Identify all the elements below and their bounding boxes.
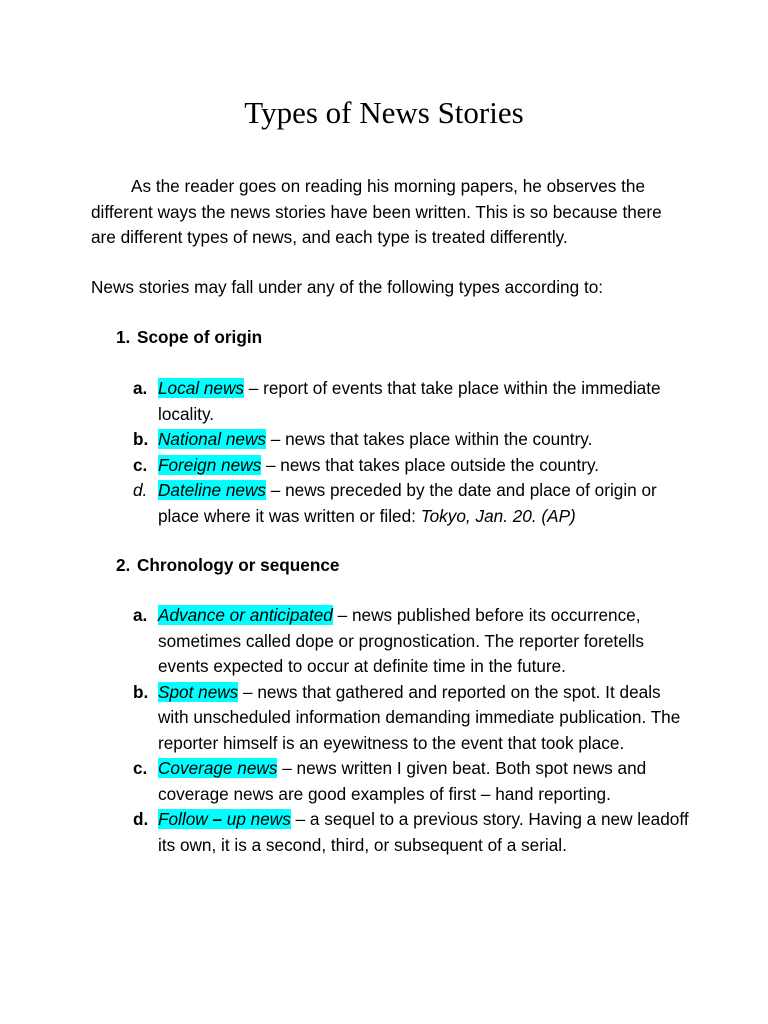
term-highlight: Advance or anticipated: [158, 605, 333, 625]
term-highlight: Coverage news: [158, 758, 278, 778]
list-item-advance-news: [133, 603, 693, 680]
section-number: 1.: [116, 327, 131, 347]
item-marker: c.: [133, 454, 148, 475]
section-number: 2.: [116, 555, 131, 575]
section-heading-chronology: [116, 553, 339, 579]
list-item-spot-news: [133, 680, 693, 757]
item-text: – news that gathered and reported on the spot. It deals with unscheduled information demanding immediate publication. The reporter himself is an eyewitness to the event that took place.: [158, 681, 681, 753]
term-highlight: [158, 809, 291, 829]
term-highlight: Local news: [158, 378, 244, 398]
list-item-foreign-news: [133, 453, 693, 479]
section-heading-label: Chronology or sequence: [137, 555, 340, 575]
item-marker: a.: [133, 378, 148, 398]
item-text: – news that takes place within the country.: [265, 429, 593, 449]
item-marker: c.: [133, 758, 148, 778]
term-highlight: National news: [158, 429, 266, 449]
item-text: – report of events that take place within the immediate locality.: [158, 378, 661, 424]
item-marker: b.: [133, 429, 149, 449]
item-text: – news written I given beat. Both spot news and coverage news are good examples of first – hand reporting.: [158, 758, 647, 804]
page-title: Types of News Stories: [244, 95, 524, 130]
item-marker: b.: [133, 681, 149, 702]
item-text: – news published before its occurrence, sometimes called dope or prognostication. The reporter foretells events expected to occur at definite time in the future.: [158, 605, 644, 676]
list-item-follow-up-news: [133, 807, 693, 858]
term-highlight: Foreign news: [158, 454, 262, 475]
item-text: – a sequel to a previous story. Having a new leadoff its own, it is a second, third, or subsequent of a serial.: [158, 809, 689, 855]
scope-list: [133, 376, 693, 529]
term-part: Follow: [158, 809, 213, 829]
list-item-coverage-news: [133, 756, 693, 807]
item-text: – news that takes place outside the country.: [261, 454, 600, 475]
lead-paragraph: News stories may fall under any of the following types according to:: [91, 277, 604, 297]
term-highlight: Dateline news: [158, 480, 266, 500]
term-part: up news: [222, 809, 291, 829]
intro-paragraph: As the reader goes on reading his morning papers, he observes the different ways the news stories have been written. This is so because there are different types of news, and each type is treated differently.: [91, 176, 662, 247]
list-item-national-news: [133, 427, 693, 453]
term-dash: –: [212, 809, 223, 829]
list-item-dateline-news: [133, 478, 693, 529]
item-marker: d.: [133, 809, 149, 829]
dateline-example: Tokyo, Jan. 20. (AP): [420, 505, 576, 526]
item-text: – news preceded by the date and place of origin or place where it was written or filed:: [158, 480, 657, 526]
item-marker: a.: [133, 605, 148, 625]
section-heading-scope: [116, 325, 262, 351]
term-highlight: Spot news: [158, 681, 239, 702]
section-heading-label: Scope of origin: [137, 327, 263, 347]
item-marker: d.: [133, 480, 148, 500]
list-item-local-news: [133, 376, 693, 427]
chronology-list: [133, 603, 693, 858]
